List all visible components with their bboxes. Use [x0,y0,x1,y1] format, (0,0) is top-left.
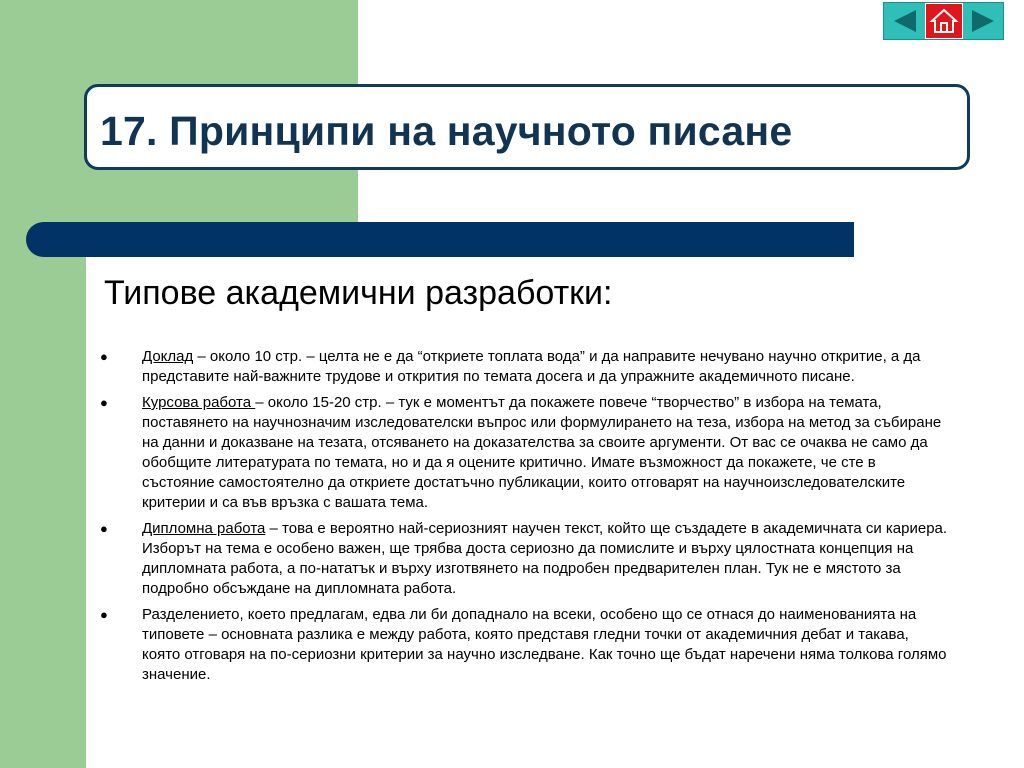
triangle-left-icon [890,7,920,35]
bullet-icon: ● [100,521,108,536]
bullet-icon: ● [100,607,108,622]
left-green-strip [0,255,86,768]
item-text: – това е вероятно най-сериозният научен текст, който ще създадете в академичната си кариера. Изборът на тема е особено важен, ще трябва доста сериозно да помислите и върху цялостната концепция на дипломната работа, а по-нататък и върху изготвянето на подробен предварителен план. Тук не е мястото за подробно обсъждане на дипломната работа. [142,520,948,597]
bullet-list [100,347,950,691]
bullet-icon: ● [100,349,108,364]
next-slide-button[interactable] [964,3,1002,39]
item-text: Разделението, което предлагам, едва ли би допаднало на всеки, особено що се отнася до наименованията на типовете – основната разлика е между работа, която представя гледни точки от академичния дебат и такава, която отговаря на по-сериозни критерии за научно изследване. Как точно ще бъдат наречени няма толкова голямо значение. [142,606,947,683]
list-item [100,393,950,513]
list-item [100,519,950,599]
previous-slide-button[interactable] [886,3,924,39]
house-icon [929,7,959,35]
navigation-buttons [883,2,1004,40]
list-item [100,347,950,387]
slide-subtitle: Типове академични разработки: [104,274,613,312]
term-link[interactable]: Доклад [142,348,194,365]
triangle-right-icon [968,7,998,35]
item-text: – около 15-20 стр. – тук е моментът да покажете повече “творчество” в избора на темата, поставянето на научнозначим изследователски въпрос или формулирането на теза, избора на метод за събиране на данни и доказване на тезата, отсяването на доказателства за своите аргументи. От вас се очаква не само да обобщите литературата по темата, но и да я оцените критично. Имате възможност да покажете, че сте в състояние самостоятелно да откриете достатъчно публикации, които отговарят на научноизследователските критерии и са във връзка с вашата тема. [142,394,942,511]
term-link[interactable]: Курсова работа [142,394,256,411]
decorative-bar [26,222,854,257]
term-link[interactable]: Дипломна работа [142,520,266,537]
bullet-icon: ● [100,395,108,410]
list-item [100,605,950,685]
slide-title: 17. Принципи на научното писане [100,108,793,154]
home-button[interactable] [925,3,963,39]
item-text: – около 10 стр. – целта не е да “откриете топлата вода” и да направите нечувано научно откритие, а да представите най-важните трудове и открития по темата досега и да упражните академичното писане. [142,348,921,385]
